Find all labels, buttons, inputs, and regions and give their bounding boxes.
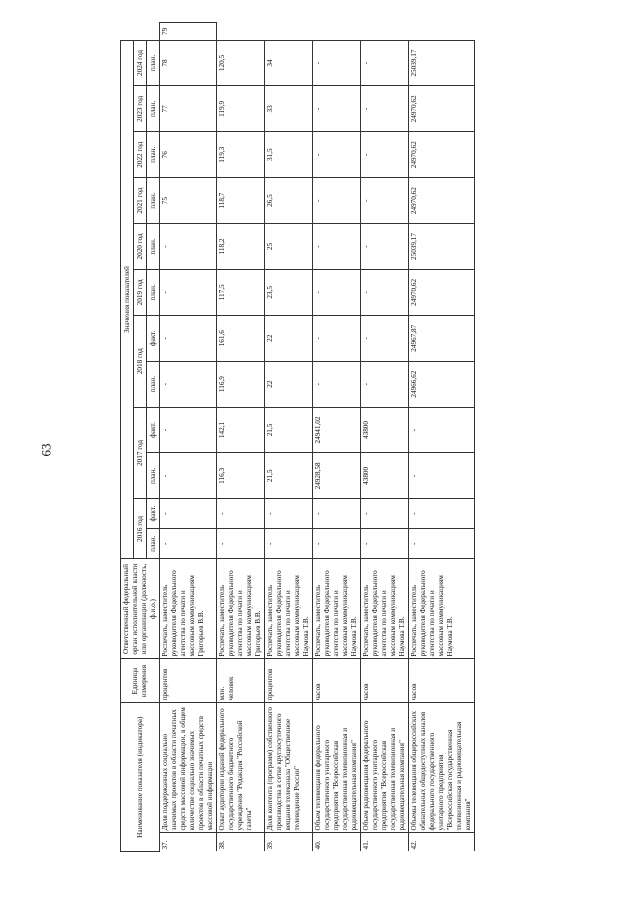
value-cell: - (313, 178, 361, 224)
table-body (160, 23, 475, 852)
indicator-name: Объем телевещания федерального государственного унитарного предприятия "Всероссийская государственная телевизионная и радиовещательная компания" (313, 703, 361, 833)
value-cell: - (409, 407, 475, 453)
header-year: 2021 год (134, 178, 147, 224)
value-cell: 78 (160, 40, 217, 86)
value-cell: - (361, 224, 409, 270)
header-fact: факт. (147, 407, 160, 453)
value-cell: - (160, 407, 217, 453)
value-cell: - (160, 315, 217, 361)
value-cell: 120,5 (217, 40, 265, 86)
value-cell: 116,9 (217, 361, 265, 407)
value-cell: 21,5 (265, 407, 313, 453)
header-year: 2020 год (134, 224, 147, 270)
value-cell: 34 (265, 40, 313, 86)
value-cell: - (160, 269, 217, 315)
value-cell: - (160, 361, 217, 407)
value-cell: 116,3 (217, 453, 265, 499)
responsible-cell: Роспечать, заместитель руководителя Федерального агентства по печати и массовым коммуникациям Григорьев В.В. (160, 559, 217, 659)
row-index: 39. (265, 833, 313, 852)
value-cell: - (217, 528, 265, 559)
value-cell: 25039,17 (409, 40, 475, 86)
value-cell: 118,2 (217, 224, 265, 270)
header-fact: факт. (147, 315, 160, 361)
header-year: 2016 год (134, 499, 147, 559)
table-row (217, 23, 265, 852)
value-cell: - (313, 315, 361, 361)
page-number: 63 (38, 443, 54, 457)
header-year: 2019 год (134, 269, 147, 315)
header-year: 2024 год (134, 40, 147, 86)
indicators-table (120, 22, 475, 852)
indicator-name: Объемы телевещания общероссийских обязательных общедоступных каналов федерального государственного унитарного предприятия "Всероссийская государственная телевизионная и радиовещательная компания" (409, 703, 475, 833)
value-cell: - (160, 528, 217, 559)
value-cell: - (313, 528, 361, 559)
header-plan: план. (147, 40, 160, 86)
table-row (409, 23, 475, 852)
value-cell: 118,7 (217, 178, 265, 224)
value-cell: 43800 (361, 453, 409, 499)
header-year: 2017 год (134, 407, 147, 499)
value-cell: - (265, 528, 313, 559)
header-plan: план. (147, 453, 160, 499)
row-index: 38. (217, 833, 265, 852)
row-index: 37. (160, 833, 217, 852)
value-cell: 75 (160, 178, 217, 224)
value-cell: 24966,62 (409, 361, 475, 407)
value-cell: 24967,87 (409, 315, 475, 361)
value-cell: 119,9 (217, 86, 265, 132)
value-cell: 117,5 (217, 269, 265, 315)
header-year: 2022 год (134, 132, 147, 178)
responsible-cell: Роспечать, заместитель руководителя Федерального агентства по печати и массовым коммуникациям Наумова Т.В. (265, 559, 313, 659)
value-cell: - (361, 269, 409, 315)
value-cell: 24970,62 (409, 86, 475, 132)
unit-cell: млн. человек (217, 659, 265, 703)
row-index: 41. (361, 833, 409, 852)
value-cell: 24970,62 (409, 269, 475, 315)
indicator-name: Доля контента (программ) собственного производства в сетке круглосуточного вещания телеканала "Общественное телевидение России" (265, 703, 313, 833)
value-cell: 21,5 (265, 453, 313, 499)
unit-cell: процентов (265, 659, 313, 703)
value-cell: - (160, 224, 217, 270)
value-cell: - (361, 528, 409, 559)
rotated-table-wrapper (120, 22, 640, 852)
value-cell: 25 (265, 224, 313, 270)
table-row (265, 23, 313, 852)
value-cell: 24928,58 (313, 453, 361, 499)
value-cell: 24970,62 (409, 178, 475, 224)
value-cell: 25039,17 (409, 224, 475, 270)
value-cell: - (361, 178, 409, 224)
value-cell: - (313, 40, 361, 86)
value-cell: 23,5 (265, 269, 313, 315)
header-plan: план. (147, 528, 160, 559)
value-cell: 161,6 (217, 315, 265, 361)
value-cell: 22 (265, 315, 313, 361)
header-year: 2023 год (134, 86, 147, 132)
value-cell: 119,3 (217, 132, 265, 178)
responsible-cell: Роспечать, заместитель руководителя Федерального агентства по печати и массовым коммуникациям Наумова Т.В. (313, 559, 361, 659)
value-cell: 26,5 (265, 178, 313, 224)
value-cell: - (361, 132, 409, 178)
row-index: 40. (313, 833, 361, 852)
indicator-name: Охват аудитории изданий федерального государственного бюджетного учреждения "Редакция "Российской газеты" (217, 703, 265, 833)
indicator-name: Доля поддержанных социально значимых проектов в области печатных средств массовой информации, в общем количестве социально значимых проектов в области печатных средств массовой информации (160, 703, 217, 833)
header-fact: факт. (147, 499, 160, 529)
header-plan: план. (147, 224, 160, 270)
value-cell: - (361, 499, 409, 529)
header-plan: план. (147, 361, 160, 407)
value-cell: - (409, 528, 475, 559)
value-cell: 77 (160, 86, 217, 132)
value-cell: 22 (265, 361, 313, 407)
value-cell: - (313, 224, 361, 270)
header-unit: Единица измерения (121, 659, 160, 703)
value-cell: - (313, 499, 361, 529)
header-plan: план. (147, 178, 160, 224)
unit-cell: часов (409, 659, 475, 703)
value-cell: - (361, 86, 409, 132)
header-responsible: Ответственный федеральный орган исполнительной власти или организации (должность, ф.и.о.) (121, 559, 160, 659)
indicator-name: Объем радиовещания федерального государственного унитарного предприятия "Всероссийская государственная телевизионная и радиовещательная компания" (361, 703, 409, 833)
value-cell: - (313, 132, 361, 178)
value-cell: - (361, 315, 409, 361)
table-container (120, 22, 630, 852)
header-plan: план. (147, 86, 160, 132)
responsible-cell: Роспечать, заместитель руководителя Федерального агентства по печати и массовым коммуникациям Наумова Т.В. (409, 559, 475, 659)
value-cell: - (409, 453, 475, 499)
value-cell: - (313, 86, 361, 132)
value-cell: - (160, 499, 217, 529)
value-cell: - (313, 361, 361, 407)
value-cell: - (265, 499, 313, 529)
value-cell: 79 (160, 23, 217, 41)
value-cell: 24941,02 (313, 407, 361, 453)
value-cell: - (313, 269, 361, 315)
value-cell: - (361, 361, 409, 407)
value-cell: - (160, 453, 217, 499)
value-cell: - (409, 499, 475, 529)
row-index: 42. (409, 833, 475, 852)
value-cell: - (217, 499, 265, 529)
table-row (313, 23, 361, 852)
value-cell: 43800 (361, 407, 409, 453)
unit-cell: часов (313, 659, 361, 703)
unit-cell: процентов (160, 659, 217, 703)
value-cell: 31,5 (265, 132, 313, 178)
responsible-cell: Роспечать, заместитель руководителя Федерального агентства по печати и массовым коммуникациям Григорьев В.В. (217, 559, 265, 659)
value-cell: 76 (160, 132, 217, 178)
responsible-cell: Роспечать, заместитель руководителя Федерального агентства по печати и массовым коммуникациям Наумова Т.В. (361, 559, 409, 659)
table-row (361, 23, 409, 852)
header-plan: план. (147, 269, 160, 315)
value-cell: 142,1 (217, 407, 265, 453)
value-cell: 24970,62 (409, 132, 475, 178)
value-cell: 33 (265, 86, 313, 132)
table-row (160, 23, 217, 852)
header-year: 2018 год (134, 315, 147, 407)
header-name: Наименование показателя (индикатора) (121, 703, 160, 852)
value-cell: - (361, 40, 409, 86)
header-plan: план. (147, 132, 160, 178)
header-values: Значения показателей (121, 40, 134, 559)
unit-cell: часов (361, 659, 409, 703)
